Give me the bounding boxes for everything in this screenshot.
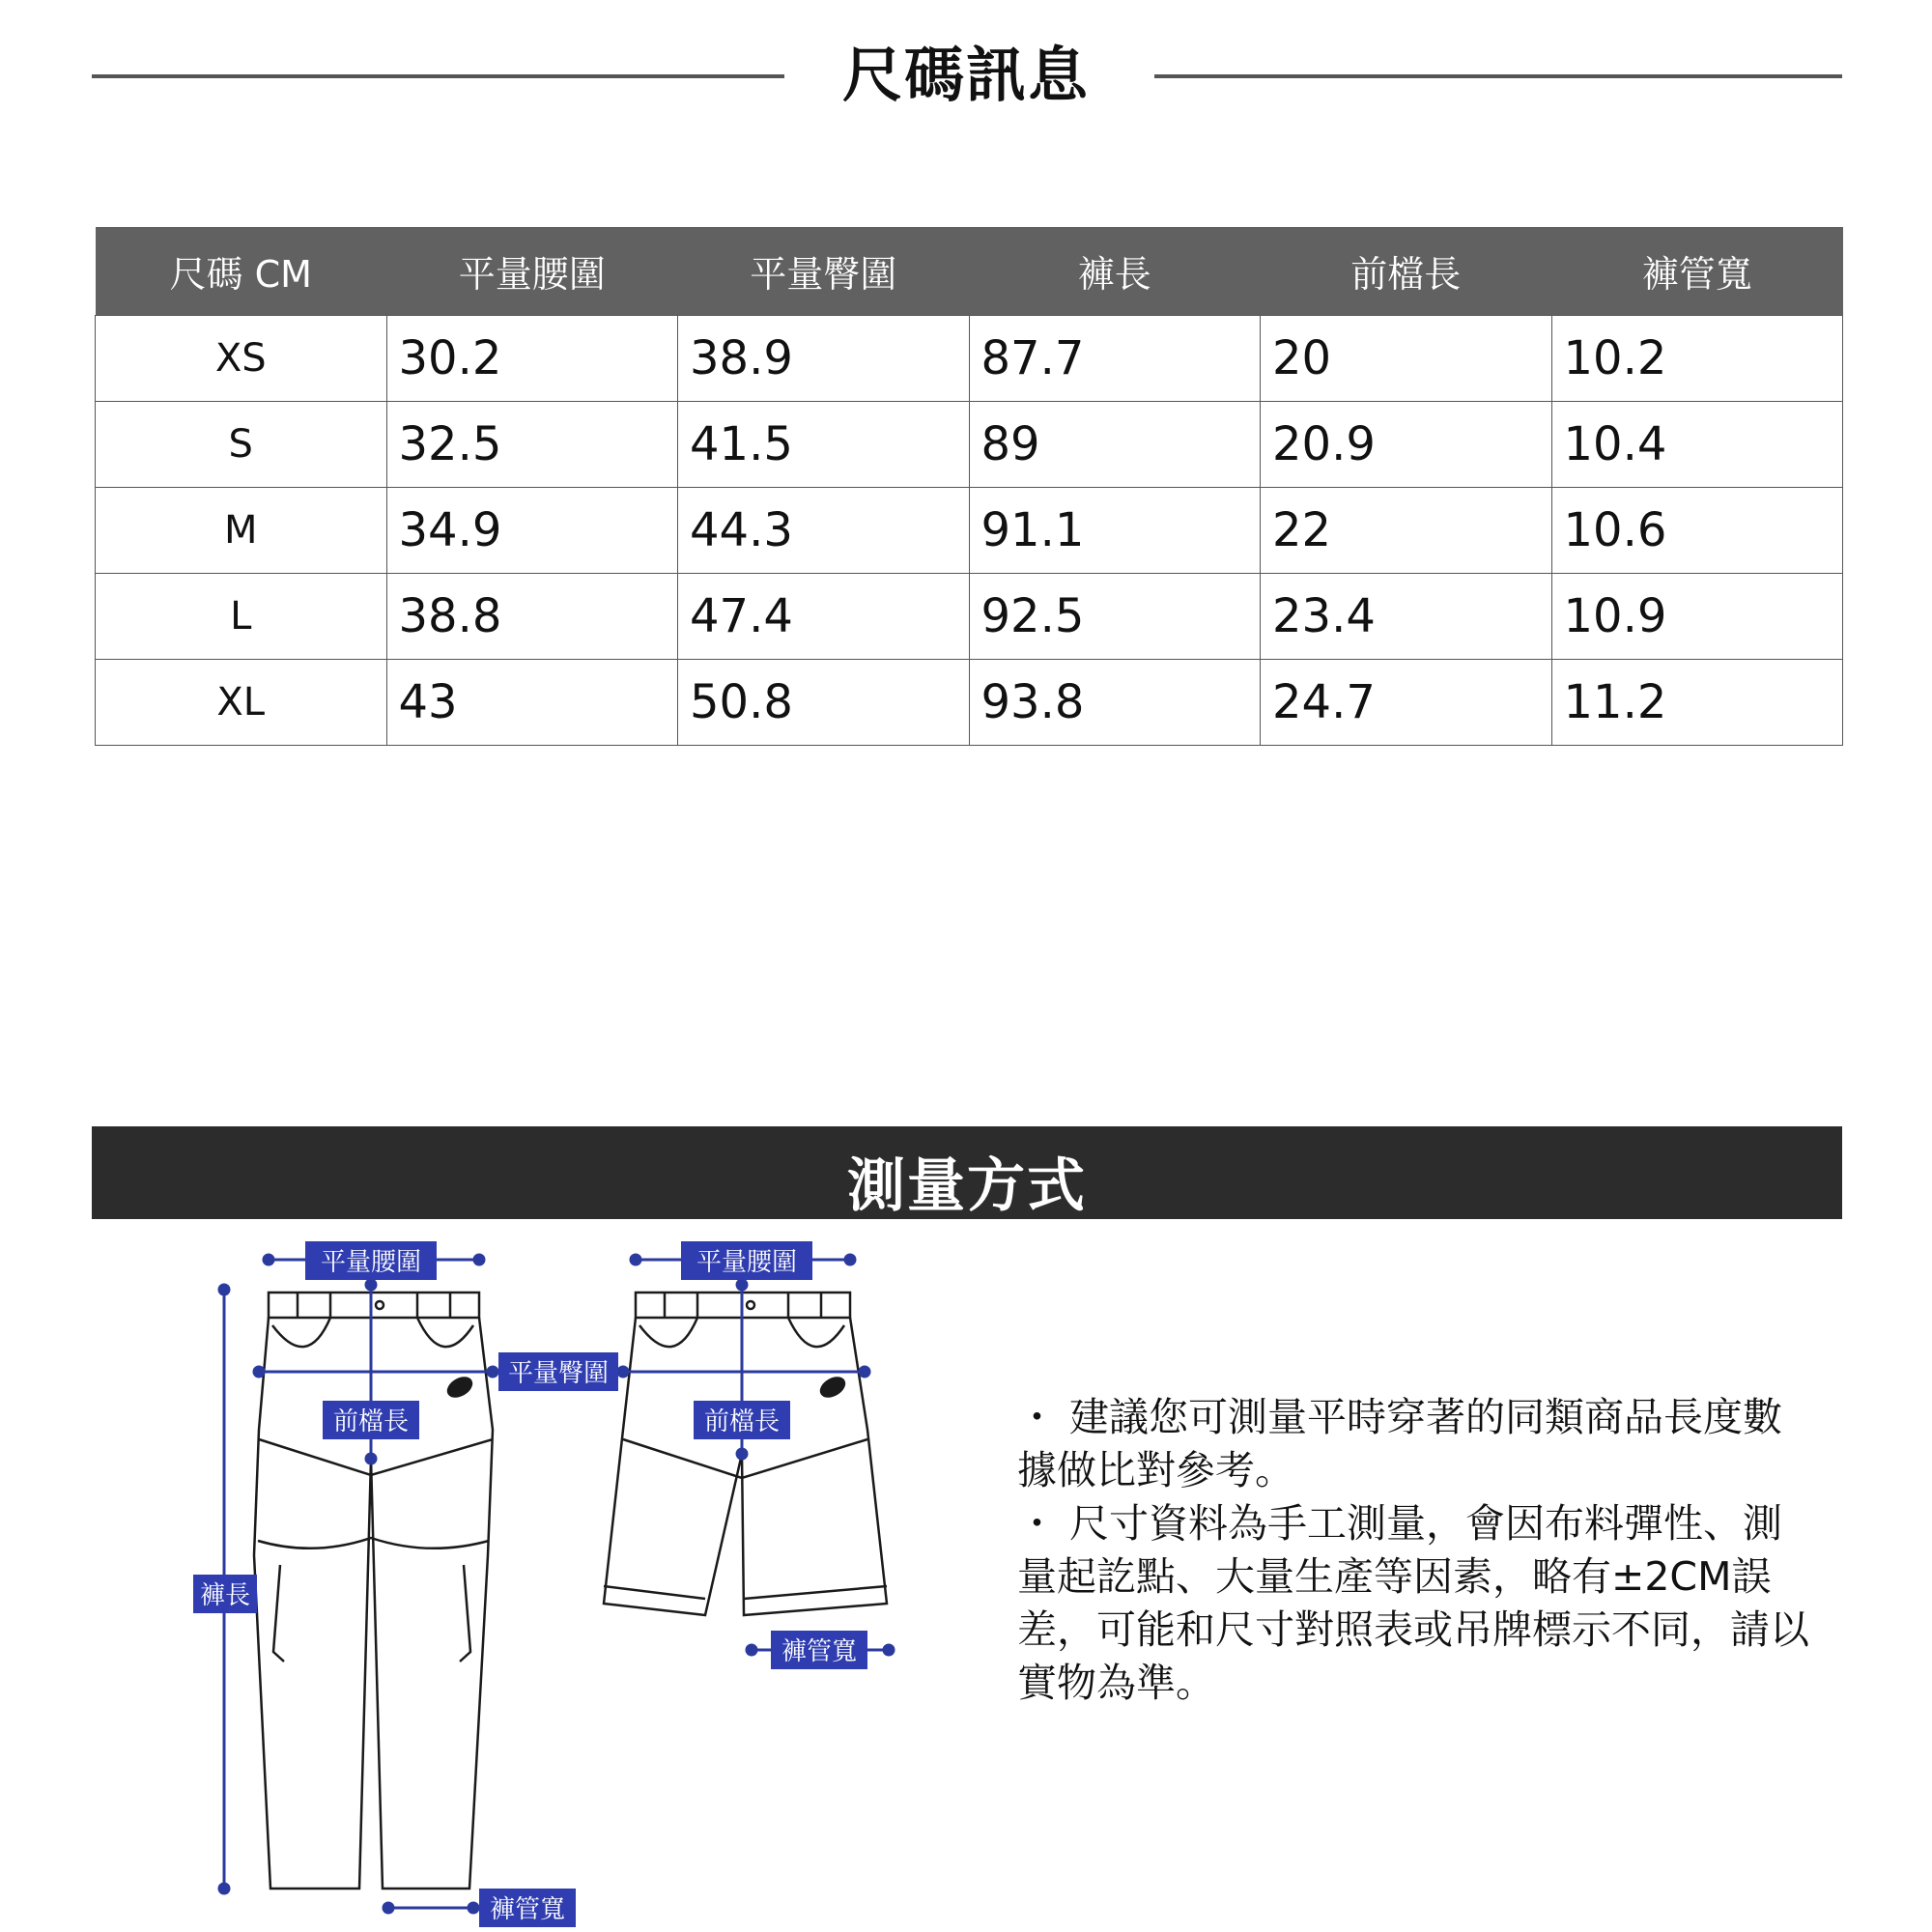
label-hip [498, 1352, 618, 1391]
label-length [193, 1575, 257, 1613]
shorts-label-waist [681, 1241, 812, 1280]
cell-leg-opening: 10.2 [1551, 316, 1843, 402]
header-rise: 前檔長 [1261, 227, 1552, 316]
long-pants-illustration [254, 1293, 493, 1889]
size-label: L [96, 574, 387, 660]
size-info-title: 尺碼訊息 [841, 40, 1090, 110]
cell-length: 91.1 [969, 488, 1261, 574]
header-hip: 平量臀圍 [678, 227, 970, 316]
header-size: 尺碼 CM [96, 227, 387, 316]
svg-text:褲管寬: 褲管寬 [489, 1895, 566, 1924]
label-waist [305, 1241, 437, 1280]
label-rise [323, 1401, 419, 1439]
cell-length: 92.5 [969, 574, 1261, 660]
size-label: XL [96, 660, 387, 746]
measurement-method-title: 測量方式 [847, 1152, 1087, 1220]
cell-waist: 30.2 [386, 316, 678, 402]
header-waist: 平量腰圍 [386, 227, 678, 316]
cell-waist: 32.5 [386, 402, 678, 488]
cell-rise: 20 [1261, 316, 1552, 402]
cell-leg-opening: 11.2 [1551, 660, 1843, 746]
cell-waist: 43 [386, 660, 678, 746]
svg-text:平量腰圍: 平量腰圍 [696, 1248, 798, 1277]
svg-text:前檔長: 前檔長 [332, 1407, 410, 1436]
measurement-notes [1017, 1391, 1809, 1710]
shorts-label-rise [694, 1401, 790, 1439]
header-length: 褲長 [969, 227, 1261, 316]
cell-rise: 22 [1261, 488, 1552, 574]
cell-length: 89 [969, 402, 1261, 488]
svg-text:褲長: 褲長 [199, 1581, 251, 1610]
size-label: M [96, 488, 387, 574]
cell-leg-opening: 10.4 [1551, 402, 1843, 488]
cell-hip: 41.5 [678, 402, 970, 488]
cell-length: 87.7 [969, 316, 1261, 402]
cell-waist: 34.9 [386, 488, 678, 574]
cell-waist: 38.8 [386, 574, 678, 660]
cell-rise: 24.7 [1261, 660, 1552, 746]
cell-hip: 44.3 [678, 488, 970, 574]
cell-leg-opening: 10.6 [1551, 488, 1843, 574]
cell-hip: 50.8 [678, 660, 970, 746]
shorts-label-leg-opening [771, 1631, 867, 1669]
note-item: ・ 尺寸資料為手工測量，會因布料彈性、測量起訖點、大量生產等因素，略有±2CM誤差，可能和尺寸對照表或吊牌標示不同，請以實物為準。 [1017, 1500, 1809, 1706]
label-leg-opening [479, 1889, 576, 1927]
svg-text:褲管寬: 褲管寬 [781, 1637, 858, 1666]
size-label: XS [96, 316, 387, 402]
cell-hip: 47.4 [678, 574, 970, 660]
svg-text:平量腰圍: 平量腰圍 [320, 1248, 422, 1277]
cell-rise: 20.9 [1261, 402, 1552, 488]
cell-hip: 38.9 [678, 316, 970, 402]
cell-length: 93.8 [969, 660, 1261, 746]
header-leg-opening: 褲管寬 [1551, 227, 1843, 316]
svg-text:前檔長: 前檔長 [703, 1407, 781, 1436]
cell-rise: 23.4 [1261, 574, 1552, 660]
note-item: ・ 建議您可測量平時穿著的同類商品長度數據做比對參考。 [1017, 1394, 1783, 1493]
svg-text:平量臀圍: 平量臀圍 [507, 1359, 610, 1388]
size-label: S [96, 402, 387, 488]
cell-leg-opening: 10.9 [1551, 574, 1843, 660]
